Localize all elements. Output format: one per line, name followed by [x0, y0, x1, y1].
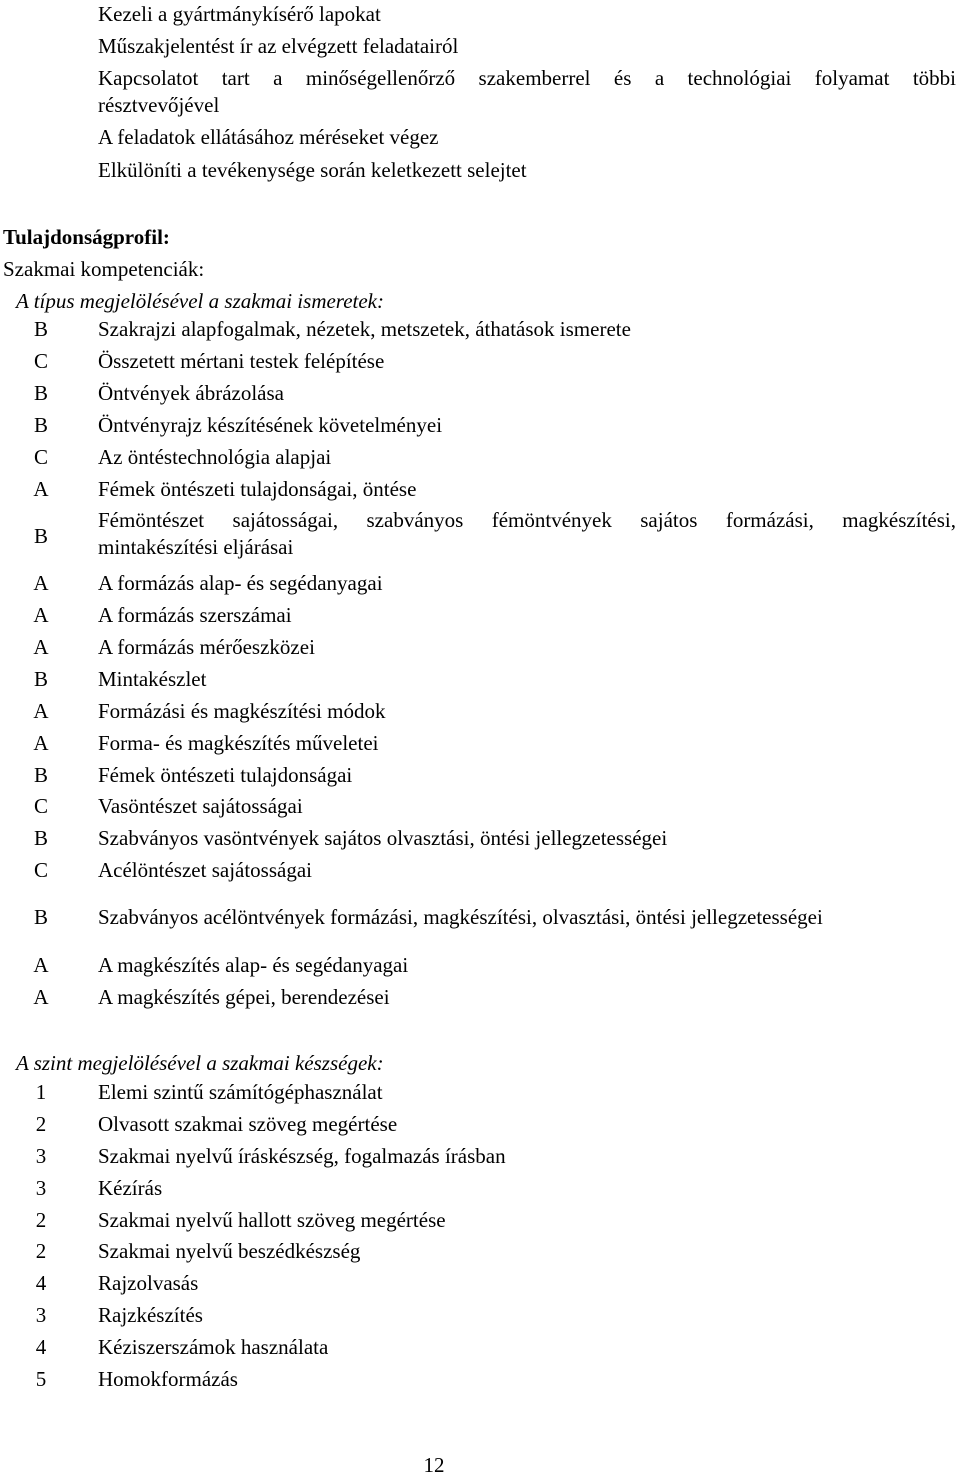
item-code: B	[33, 667, 48, 691]
item-text: Rajzolvasás	[98, 1271, 199, 1295]
item-code: C	[33, 349, 48, 373]
item-text: A magkészítés gépei, berendezései	[98, 985, 390, 1009]
item-code: A	[33, 953, 49, 977]
item-text: Fémek öntészeti tulajdonságai	[98, 763, 353, 787]
item-text: Acélöntészet sajátosságai	[98, 858, 312, 882]
item-code: A	[33, 571, 49, 595]
item-text: Szabványos vasöntvények sajátos olvasztási, öntési jellegzetességei	[98, 826, 668, 850]
item-code: 3	[35, 1144, 47, 1168]
item-text: Forma- és magkészítés műveletei	[98, 731, 379, 755]
item-code: B	[33, 317, 48, 341]
item-code: C	[33, 445, 48, 469]
item-text: Kézírás	[98, 1176, 163, 1200]
item-code: 4	[35, 1271, 47, 1295]
item-text: Szakmai nyelvű íráskészség, fogalmazás írásban	[98, 1144, 506, 1168]
item-code: A	[33, 477, 49, 501]
item-code: 1	[35, 1080, 47, 1104]
page-number: 12	[423, 1453, 445, 1477]
item-text: Olvasott szakmai szöveg megértése	[98, 1112, 398, 1136]
task-item: Kapcsolatot tart a minőségellenőrző szakemberrel és a technológiai folyamat többi	[98, 66, 956, 90]
item-text-line-2: mintakészítési eljárásai	[98, 535, 294, 559]
item-code: B	[33, 413, 48, 437]
item-code: 3	[35, 1303, 47, 1327]
item-text: Szabványos acélöntvények formázási, magkészítési, olvasztási, öntési jellegzetességei	[98, 905, 823, 929]
item-code: A	[33, 635, 49, 659]
item-code: B	[33, 381, 48, 405]
item-text: A formázás mérőeszközei	[98, 635, 315, 659]
item-text: Rajzkészítés	[98, 1303, 203, 1327]
item-code: C	[33, 794, 48, 818]
item-text: Öntvényrajz készítésének követelményei	[98, 413, 443, 437]
item-code: B	[33, 763, 48, 787]
item-code: 5	[35, 1367, 47, 1391]
item-text: Fémek öntészeti tulajdonságai, öntése	[98, 477, 417, 501]
item-text: A formázás alap- és segédanyagai	[98, 571, 383, 595]
task-item: Kezeli a gyártmánykísérő lapokat	[98, 2, 381, 26]
item-text: Szakmai nyelvű hallott szöveg megértése	[98, 1208, 446, 1232]
item-code: 2	[35, 1208, 47, 1232]
profile-heading: Tulajdonságprofil:	[3, 225, 170, 249]
item-text-line-1: Fémöntészet sajátosságai, szabványos fémöntvények sajátos formázási, magkészítési,	[98, 508, 956, 532]
item-text: Kéziszerszámok használata	[98, 1335, 329, 1359]
task-item: Elkülöníti a tevékenysége során keletkezett selejtet	[98, 158, 527, 182]
item-text: A formázás szerszámai	[98, 603, 292, 627]
item-text: Összetett mértani testek felépítése	[98, 349, 385, 373]
item-code: B	[33, 826, 48, 850]
item-code: A	[33, 699, 49, 723]
item-text: Az öntéstechnológia alapjai	[98, 445, 332, 469]
item-code: C	[33, 858, 48, 882]
task-item: A feladatok ellátásához méréseket végez	[98, 125, 439, 149]
item-text: Homokformázás	[98, 1367, 238, 1391]
item-text: Mintakészlet	[98, 667, 207, 691]
knowledge-heading: A típus megjelölésével a szakmai ismeretek:	[16, 289, 384, 313]
item-code: A	[33, 731, 49, 755]
item-text: Vasöntészet sajátosságai	[98, 794, 303, 818]
task-item-continuation: résztvevőjével	[98, 93, 220, 117]
item-text: Szakrajzi alapfogalmak, nézetek, metszetek, áthatások ismerete	[98, 317, 631, 341]
item-code: 3	[35, 1176, 47, 1200]
item-text: Elemi szintű számítógéphasználat	[98, 1080, 383, 1104]
item-code: A	[33, 603, 49, 627]
item-text	[98, 507, 956, 561]
item-text: Formázási és magkészítési módok	[98, 699, 386, 723]
task-item: Műszakjelentést ír az elvégzett feladatairól	[98, 34, 459, 58]
item-code: A	[33, 985, 49, 1009]
competencies-heading: Szakmai kompetenciák:	[3, 257, 205, 281]
item-code: B	[33, 524, 48, 548]
item-code: B	[33, 905, 48, 929]
item-text: Öntvények ábrázolása	[98, 381, 284, 405]
item-code: 2	[35, 1239, 47, 1263]
item-text: A magkészítés alap- és segédanyagai	[98, 953, 409, 977]
item-code: 4	[35, 1335, 47, 1359]
item-code: 2	[35, 1112, 47, 1136]
item-text: Szakmai nyelvű beszédkészség	[98, 1239, 361, 1263]
skills-heading: A szint megjelölésével a szakmai készségek:	[16, 1051, 384, 1075]
